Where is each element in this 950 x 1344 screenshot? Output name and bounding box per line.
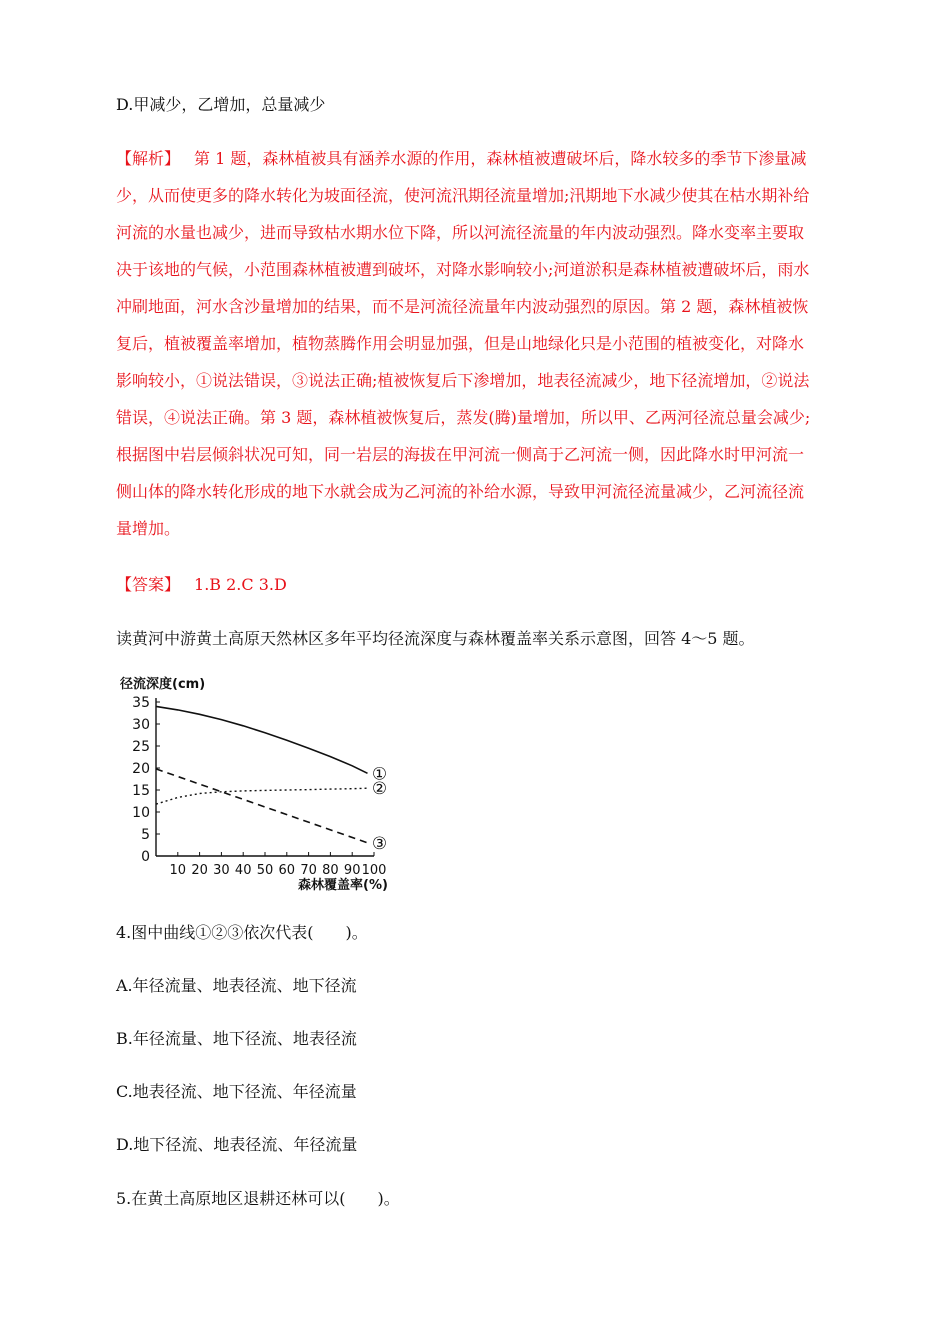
analysis-line: 决于该地的气候，小范围森林植被遭到破坏，对降水影响较小;河道淤积是森林植被遭破坏后，雨水 (116, 260, 810, 279)
answer-text: 1.B 2.C 3.D (194, 575, 287, 594)
x-axis-label: 森林覆盖率(%) (298, 878, 388, 893)
analysis-line: 影响较小，①说法错误，③说法正确;植被恢复后下渗增加，地表径流减少，地下径流增加，②说法 (116, 371, 810, 390)
y-tick-label: 30 (132, 717, 150, 733)
analysis-line: 根据图中岩层倾斜状况可知，同一岩层的海拔在甲河流一侧高于乙河流一侧，因此降水时甲河流一 (116, 445, 805, 464)
series-label-3: ③ (371, 833, 388, 854)
analysis-line: 【解析】 第 1 题，森林植被具有涵养水源的作用，森林植被遭破坏后，降水较多的季节下渗量减 (116, 149, 807, 168)
x-tick-label: 60 (278, 863, 296, 878)
x-tick-label: 40 (234, 863, 252, 878)
analysis-line: 少，从而使更多的降水转化为坡面径流，使河流汛期径流量增加;汛期地下水减少使其在枯水期补给 (116, 186, 810, 205)
analysis-line: 错误，④说法正确。第 3 题，森林植被恢复后，蒸发(腾)量增加，所以甲、乙两河径流总量会减少; (116, 408, 811, 427)
series-label-1: ① (371, 764, 388, 785)
y-tick-label: 25 (132, 739, 150, 755)
x-tick-label: 20 (191, 863, 208, 878)
x-tick-label: 80 (322, 863, 339, 878)
y-tick-label: 5 (141, 827, 150, 843)
x-tick-label: 70 (300, 863, 317, 878)
question-5-stem: 5.在黄土高原地区退耕还林可以( )。 (116, 1189, 400, 1208)
chart-series (156, 706, 368, 842)
y-tick-label: 35 (132, 695, 150, 711)
x-tick-label: 30 (213, 863, 230, 878)
series-line-2 (156, 788, 368, 804)
question-4-option-c: C.地表径流、地下径流、年径流量 (116, 1082, 357, 1101)
question-4-option-a: A.年径流量、地表径流、地下径流 (116, 976, 357, 995)
x-tick-label: 90 (343, 863, 361, 878)
analysis-block (116, 140, 846, 547)
analysis-line: 侧山体的降水转化形成的地下水就会成为乙河流的补给水源，导致甲河流径流量减少，乙河流径流 (116, 482, 805, 501)
y-tick-label: 0 (141, 849, 150, 865)
option-d-previous: D.甲减少，乙增加，总量减少 (116, 95, 326, 114)
y-tick-label: 20 (132, 761, 150, 777)
question-4-stem: 4.图中曲线①②③依次代表( )。 (116, 923, 368, 942)
chart-intro: 读黄河中游黄土高原天然林区多年平均径流深度与森林覆盖率关系示意图，回答 4～5 题。 (116, 629, 755, 648)
series-line-3 (156, 769, 368, 843)
y-tick-label: 10 (132, 805, 150, 821)
answer-tag: 【答案】 (116, 575, 181, 594)
x-tick-label: 100 (361, 863, 387, 878)
chart-axes (132, 695, 386, 878)
question-4-option-b: B.年径流量、地下径流、地表径流 (116, 1029, 357, 1048)
x-tick-label: 10 (169, 863, 187, 878)
answer-line (116, 574, 287, 596)
runoff-forest-chart (112, 672, 412, 897)
x-tick-label: 50 (256, 863, 274, 878)
analysis-line: 冲刷地面，河水含沙量增加的结果，而不是河流径流量年内波动强烈的原因。第 2 题，森林植被恢 (116, 297, 809, 316)
y-axis-label: 径流深度(cm) (120, 677, 206, 692)
series-label-2: ② (371, 779, 388, 800)
analysis-line: 量增加。 (116, 519, 181, 538)
analysis-line: 复后，植被覆盖率增加，植物蒸腾作用会明显加强，但是山地绿化只是小范围的植被变化，对降水 (116, 334, 805, 353)
analysis-tag: 【解析】 (116, 149, 181, 168)
analysis-line: 河流的水量也减少，进而导致枯水期水位下降，所以河流径流量的年内波动强烈。降水变率主要取 (116, 223, 805, 242)
y-tick-label: 15 (132, 783, 150, 799)
series-labels (372, 764, 387, 854)
series-line-1 (156, 706, 368, 773)
question-4-option-d: D.地下径流、地表径流、年径流量 (116, 1135, 358, 1154)
